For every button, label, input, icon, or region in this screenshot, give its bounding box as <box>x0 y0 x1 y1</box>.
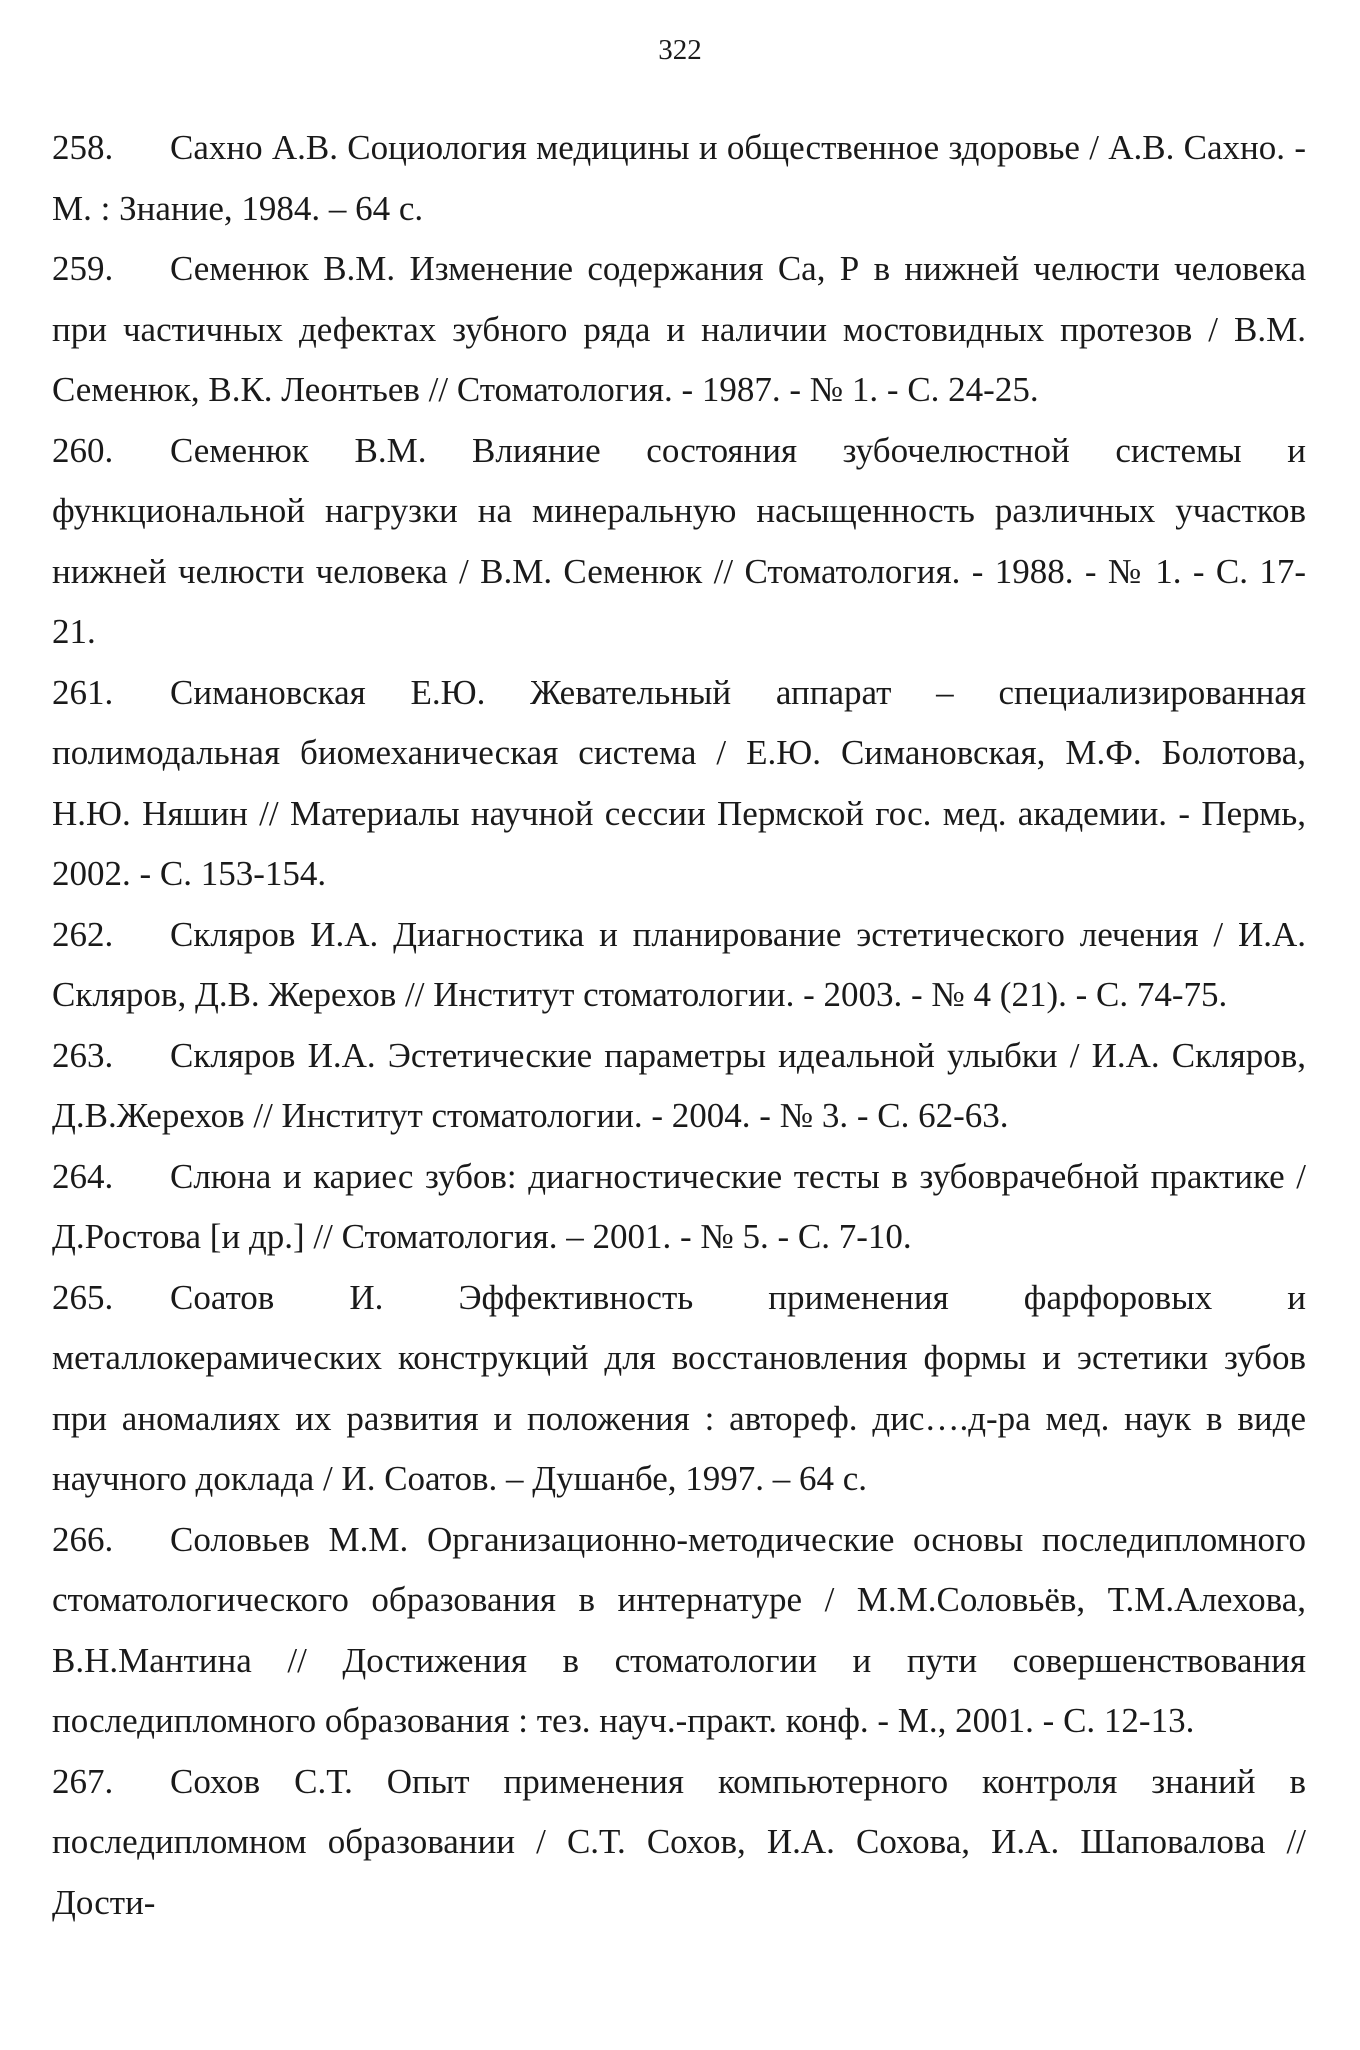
reference-text: Семенюк В.М. Влияние состояния зубочелюстной системы и функциональной нагрузки на минеральную насыщенность различных участков нижней челюсти человека / В.М. Семенюк // Стоматология. - 1988. - № 1. - С. 17-21. <box>52 430 1306 651</box>
reference-number: 263. <box>52 1035 114 1075</box>
reference-item <box>52 421 1306 663</box>
reference-text: Семенюк В.М. Изменение содержания Са, Р в нижней челюсти человека при частичных дефектах зубного ряда и наличии мостовидных протезов / В.М. Семенюк, В.К. Леонтьев // Стоматология. - 1987. - № 1. - С. 24-25. <box>52 249 1306 409</box>
reference-text: Слюна и кариес зубов: диагностические тесты в зубоврачебной практике / Д.Ростова [и др.] // Стоматология. – 2001. - № 5. - С. 7-10. <box>52 1156 1306 1256</box>
reference-item <box>52 118 1306 239</box>
reference-text: Соатов И. Эффективность применения фарфоровых и металлокерамических конструкций для восстановления формы и эстетики зубов при аномалиях их развития и положения : автореф. дис….д-ра мед. наук в виде научного доклада / И. Соатов. – Душанбе, 1997. – 64 с. <box>52 1277 1306 1498</box>
reference-number: 258. <box>52 128 114 167</box>
reference-item <box>52 1752 1306 1934</box>
reference-item <box>52 1510 1306 1752</box>
reference-text: Симановская Е.Ю. Жевательный аппарат – специализированная полимодальная биомеханическая система / Е.Ю. Симановская, М.Ф. Болотова, Н.Ю. Няшин // Материалы научной сессии Пермской гос. мед. академии. - Пермь, 2002. - С. 153-154. <box>52 672 1306 893</box>
reference-item <box>52 1026 1306 1147</box>
reference-text: Соловьев М.М. Организационно-методические основы последипломного стоматологического образования в интернатуре / М.М.Соловьёв, Т.М.Алехова, В.Н.Мантина // Достижения в стоматологии и пути совершенствования последипломного образования : тез. науч.-практ. конф. - М., 2001. - С. 12-13. <box>52 1519 1306 1740</box>
reference-text: Скляров И.А. Эстетические параметры идеальной улыбки / И.А. Скляров, Д.В.Жерехов // Институт стоматологии. - 2004. - № 3. - С. 62-63. <box>52 1035 1306 1135</box>
reference-number: 266. <box>52 1519 114 1559</box>
reference-text: Сохов С.Т. Опыт применения компьютерного контроля знаний в последипломном образовании / С.Т. Сохов, И.А. Сохова, И.А. Шаповалова // Дости- <box>52 1761 1306 1922</box>
reference-text: Скляров И.А. Диагностика и планирование эстетического лечения / И.А. Скляров, Д.В. Жерехов // Институт стоматологии. - 2003. - № 4 (21). - С. 74-75. <box>52 914 1306 1014</box>
reference-number: 264. <box>52 1156 114 1196</box>
reference-item <box>52 1268 1306 1510</box>
reference-number: 259. <box>52 249 114 288</box>
reference-number: 267. <box>52 1761 114 1801</box>
reference-list <box>52 118 1306 1933</box>
page-number: 322 <box>658 34 702 66</box>
reference-text: Сахно А.В. Социология медицины и общественное здоровье / А.В. Сахно. - М. : Знание, 1984. – 64 с. <box>52 128 1306 228</box>
reference-item <box>52 663 1306 905</box>
reference-item <box>52 905 1306 1026</box>
reference-number: 260. <box>52 430 114 470</box>
reference-item <box>52 1147 1306 1268</box>
reference-number: 261. <box>52 672 114 712</box>
reference-item <box>52 239 1306 421</box>
reference-number: 265. <box>52 1277 114 1317</box>
reference-number: 262. <box>52 914 114 954</box>
